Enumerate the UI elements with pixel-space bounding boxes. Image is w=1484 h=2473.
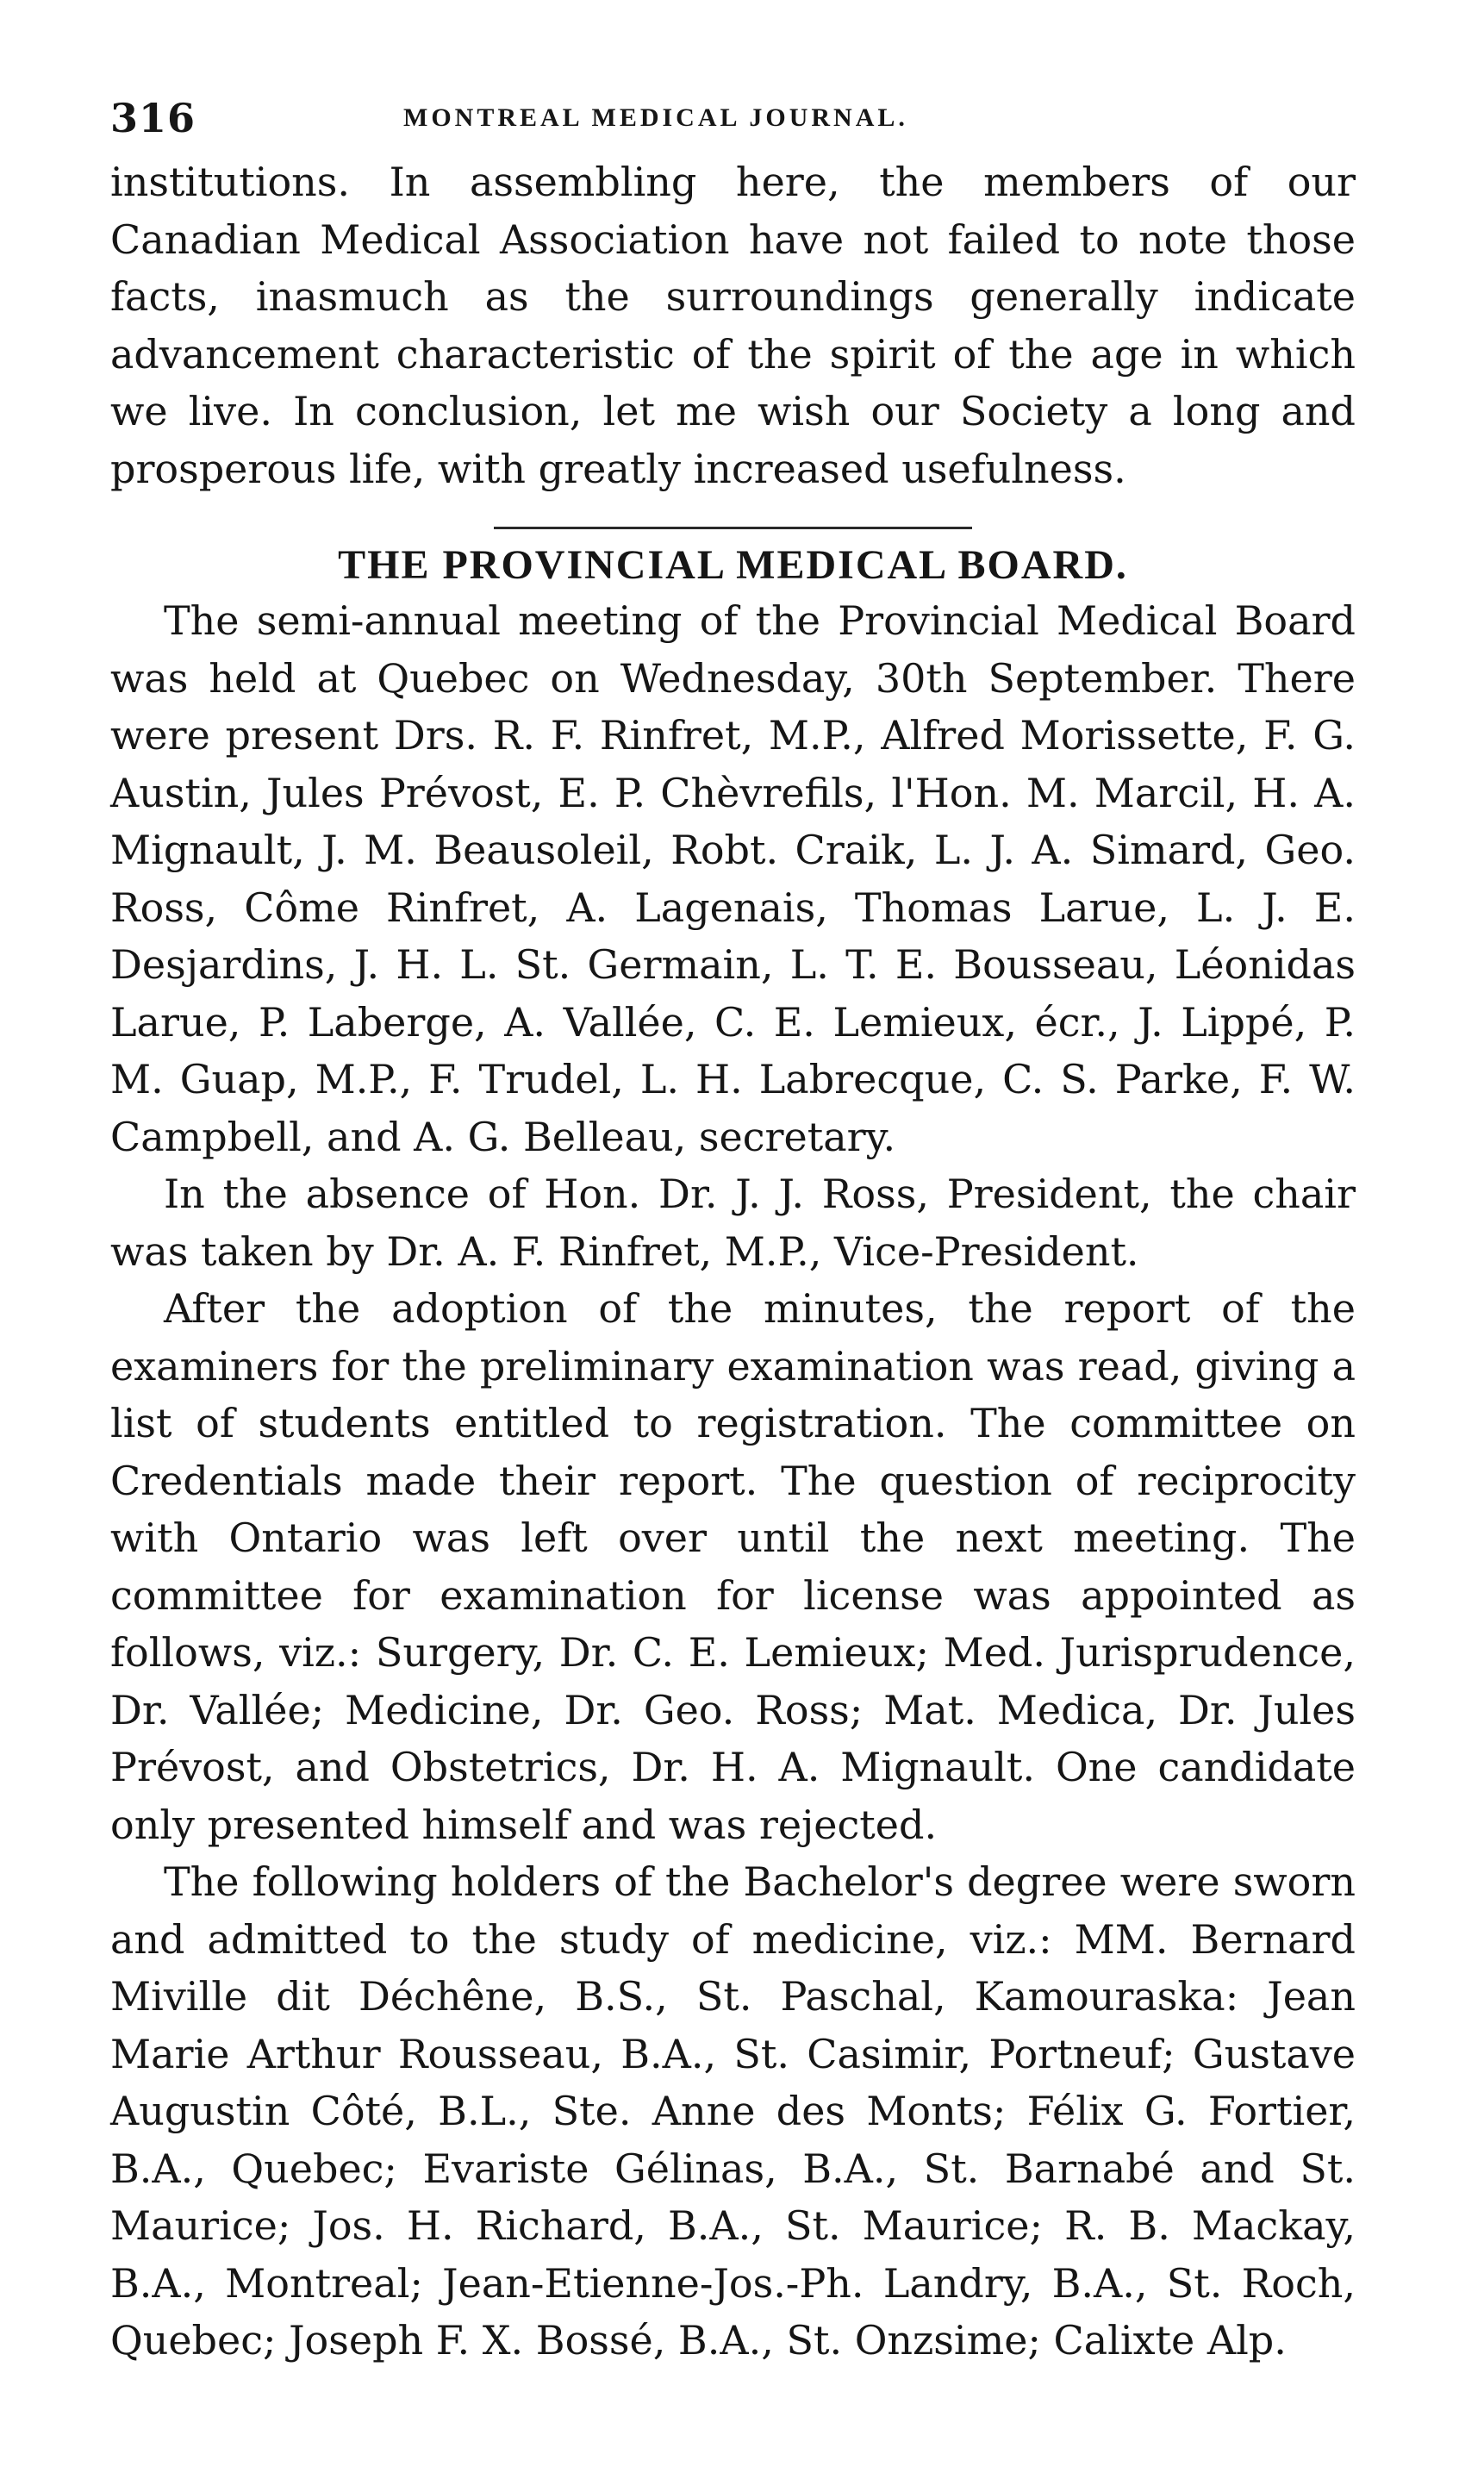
paragraph-chair: In the absence of Hon. Dr. J. J. Ross, President, the chair was taken by Dr. A. F. Rinfret, M.P., Vice-President. [110, 1171, 1356, 1275]
section-divider [494, 527, 972, 529]
journal-page [110, 78, 1356, 2370]
paragraph-proceedings: After the adoption of the minutes, the report of the examiners for the preliminary examination was read, giving a list of students entitled to registration. The committee on Credentials made their report. The question of reciprocity with Ontario was left over until the next meeting. The committee for examination for license was appointed as follows, viz.: Surgery, Dr. C. E. Lemieux; Med. Jurisprudence, Dr. Vallée; Medicine, Dr. Geo. Ross; Mat. Medica, Dr. Jules Prévost, and Obstetrics, Dr. H. A. Mignault. One candidate only presented himself and was rejected. [110, 1285, 1356, 1848]
journal-title: MONTREAL MEDICAL JOURNAL. [403, 103, 908, 132]
paragraph-admissions: The following holders of the Bachelor's degree were sworn and admitted to the study of medicine, viz.: MM. Bernard Miville dit Déchêne, B.S., St. Paschal, Kamouraska: Jean Marie Arthur Rousseau, B.A., St. Casimir, Portneuf; Gustave Augustin Côté, B.L., Ste. Anne des Monts; Félix G. Fortier, B.A., Quebec; Evariste Gélinas, B.A., St. Barnabé and St. Maurice; Jos. H. Richard, B.A., St. Maurice; R. B. Mackay, B.A., Montreal; Jean-Etienne-Jos.-Ph. Landry, B.A., St. Roch, Quebec; Joseph F. X. Bossé, B.A., St. Onzsime; Calixte Alp. [110, 1858, 1356, 2364]
opening-paragraph: institutions. In assembling here, the members of our Canadian Medical Association have not failed to note those facts, inasmuch as the surroundings generally indicate advancement characteristic of the spirit of the age in which we live. In conclusion, let me wish our Society a long and prosperous life, with greatly increased usefulness. [110, 159, 1356, 492]
page-number: 316 [110, 95, 196, 141]
running-head [110, 78, 1356, 147]
paragraph-attendance: The semi-annual meeting of the Provincial Medical Board was held at Quebec on Wednesday, 30th September. There were present Drs. R. F. Rinfret, M.P., Alfred Morissette, F. G. Austin, Jules Prévost, E. P. Chèvrefils, l'Hon. M. Marcil, H. A. Mignault, J. M. Beausoleil, Robt. Craik, L. J. A. Simard, Geo. Ross, Côme Rinfret, A. Lagenais, Thomas Larue, L. J. E. Desjardins, J. H. L. St. Germain, L. T. E. Bousseau, Léonidas Larue, P. Laberge, A. Vallée, C. E. Lemieux, écr., J. Lippé, P. M. Guap, M.P., F. Trudel, L. H. Labrecque, C. S. Parke, F. W. Campbell, and A. G. Belleau, secretary. [110, 597, 1356, 1160]
section-heading: THE PROVINCIAL MEDICAL BOARD. [338, 542, 1128, 588]
